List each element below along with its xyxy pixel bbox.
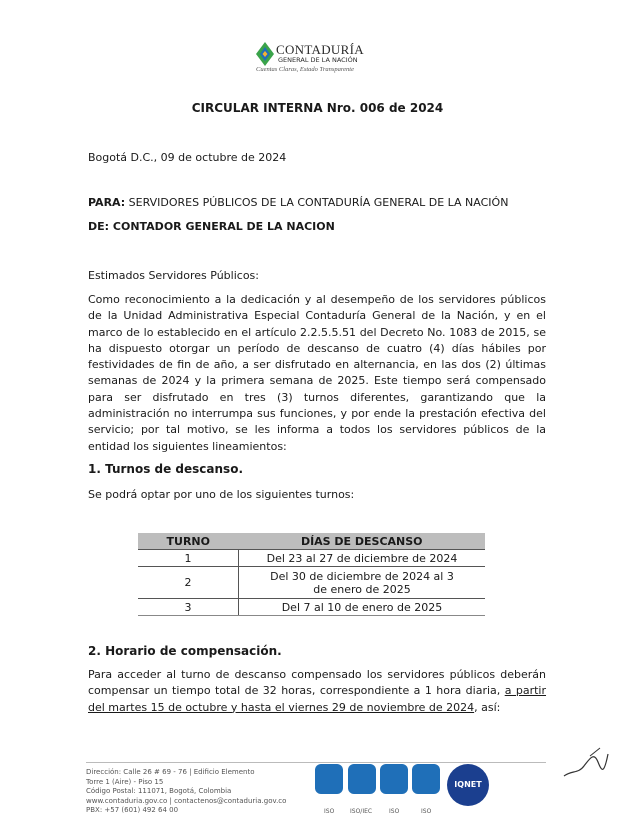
section1-heading: 1. Turnos de descanso. bbox=[88, 462, 243, 476]
para-text: SERVIDORES PÚBLICOS DE LA CONTADURÍA GENERAL DE LA NACIÓN bbox=[128, 196, 509, 209]
footer-address-line: www.contaduria.gov.co | contactenos@contaduria.gov.co bbox=[86, 796, 287, 805]
para-label: PARA: bbox=[88, 196, 126, 209]
circular-title: CIRCULAR INTERNA Nro. 006 de 2024 bbox=[191, 101, 444, 115]
logo-subtitle: GENERAL DE LA NACIÓN bbox=[278, 56, 358, 64]
table-cell-dias: Del 30 de diciembre de 2024 al 3 de enero de 2025 bbox=[239, 567, 486, 599]
table-row bbox=[138, 599, 485, 616]
table-cell-turno: 1 bbox=[138, 550, 239, 567]
certification-badge-icon bbox=[380, 764, 408, 794]
section2-text-c: , así: bbox=[474, 700, 501, 714]
cert-label: ISO/IEC bbox=[350, 808, 373, 815]
section2-text-a: Para acceder al turno de descanso compensado los servidores públicos deberán compensar un tiempo total de 32 horas, correspondiente a 1 hora diaria, bbox=[88, 668, 546, 698]
table-row bbox=[138, 550, 485, 567]
table-header-turno: TURNO bbox=[138, 533, 239, 550]
cert-label: ISO bbox=[421, 808, 432, 815]
greeting: Estimados Servidores Públicos: bbox=[88, 269, 259, 282]
section1-text: Se podrá optar por uno de los siguientes turnos: bbox=[88, 488, 355, 501]
turnos-table bbox=[138, 533, 485, 616]
section2-text-underlined: a partir del martes 15 de octubre y hasta el viernes 29 de noviembre de 2024 bbox=[88, 684, 547, 714]
footer-address-line: Torre 1 (Aire) - Piso 15 bbox=[86, 777, 164, 786]
section2-text bbox=[88, 667, 546, 716]
logo-slogan: Cuentas Claras, Estado Transparente bbox=[256, 66, 354, 73]
logo bbox=[256, 42, 380, 76]
cert-label: ISO bbox=[324, 808, 335, 815]
table-cell-turno: 2 bbox=[138, 567, 239, 599]
signature-mark bbox=[560, 744, 610, 784]
table-cell-dias: Del 23 al 27 de diciembre de 2024 bbox=[239, 550, 486, 567]
body-paragraph: Como reconocimiento a la dedicación y al desempeño de los servidores públicos de la Unidad Administrativa Especial Contaduría General de la Nación, y en el marco de lo establecido en el artículo 2.2.5.5.51 del Decreto No. 1083 de 2015, se ha dispuesto otorgar un período de descanso de cuatro (4) días hábiles por festividades de fin de año, a ser disfrutado en alternancia, en las dos (2) últimas semanas de 2024 y la primera semana de 2025. Este tiempo será compensado para ser disfrutado en tres (3) turnos diferentes, garantizando que la administración no interrumpa sus funciones, y por ende la prestación efectiva del servicio; por tal motivo, se les informa a todos los servidores públicos de la entidad los siguientes lineamientos: bbox=[88, 293, 546, 453]
footer-address bbox=[86, 768, 286, 816]
date-line: Bogotá D.C., 09 de octubre de 2024 bbox=[88, 151, 287, 164]
table-header-row bbox=[138, 533, 485, 550]
para-line bbox=[88, 195, 546, 211]
certification-badge-icon bbox=[315, 764, 343, 794]
section2-heading: 2. Horario de compensación. bbox=[88, 644, 282, 658]
table-cell-turno: 3 bbox=[138, 599, 239, 616]
footer-address-line: Código Postal: 111071, Bogotá, Colombia bbox=[86, 787, 232, 795]
footer-address-line: PBX: +57 (601) 492 64 00 bbox=[86, 806, 179, 814]
footer-address-line: Dirección: Calle 26 # 69 - 76 | Edificio Elemento bbox=[86, 768, 255, 776]
table-cell-dias: Del 7 al 10 de enero de 2025 bbox=[239, 599, 486, 616]
table-header-dias: DÍAS DE DESCANSO bbox=[239, 533, 486, 550]
logo-title: CONTADURÍA bbox=[276, 42, 364, 57]
de-text: CONTADOR GENERAL DE LA NACION bbox=[112, 220, 335, 233]
footer-divider bbox=[86, 762, 546, 763]
logo-mark-icon bbox=[256, 42, 274, 66]
iqnet-badge: IQNET bbox=[447, 764, 489, 806]
cert-label: ISO bbox=[389, 808, 400, 815]
table-row bbox=[138, 567, 485, 599]
de-line bbox=[88, 219, 546, 235]
de-label: DE: bbox=[88, 220, 110, 233]
certification-badge-icon bbox=[348, 764, 376, 794]
certification-badge-icon bbox=[412, 764, 440, 794]
